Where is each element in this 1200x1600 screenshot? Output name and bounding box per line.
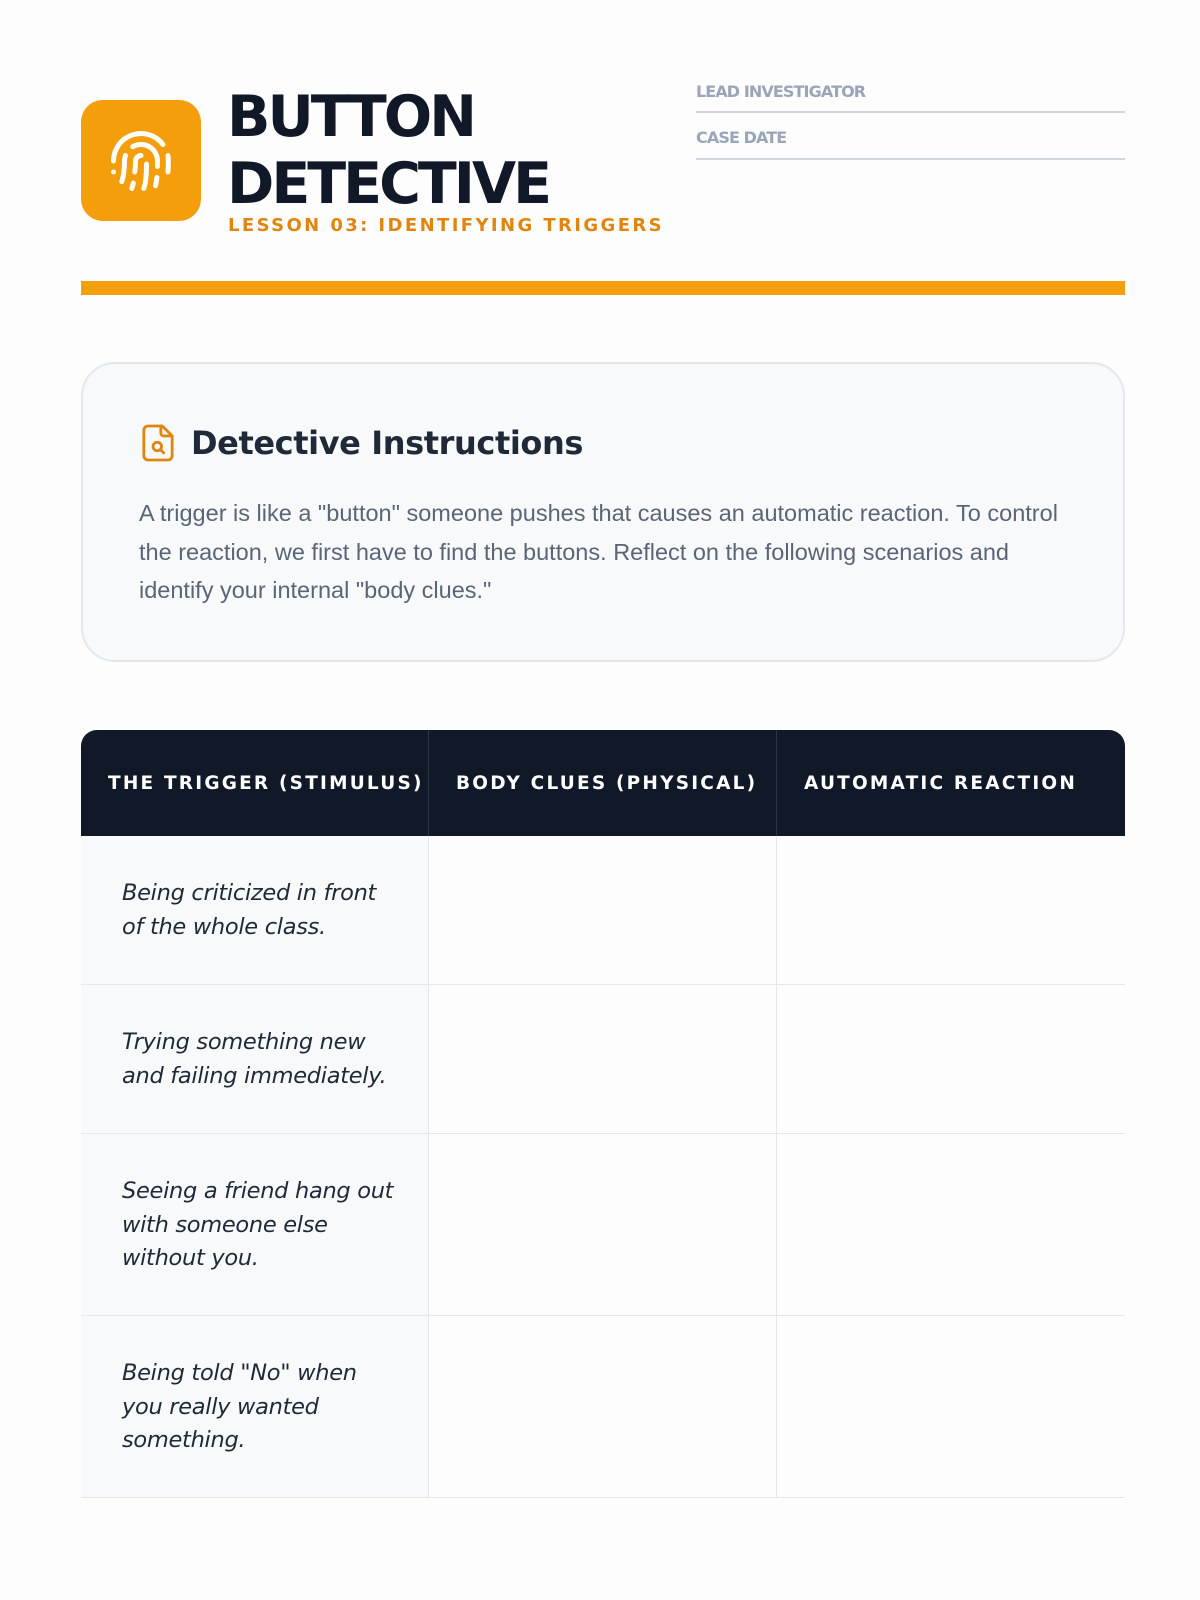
fingerprint-icon bbox=[108, 128, 174, 194]
instructions-body: A trigger is like a "button" someone pushes that causes an automatic reaction. To control the reaction, we first have to find the buttons. Reflect on the following scenarios and identify your internal "body clues." bbox=[139, 500, 1058, 603]
lesson-subtitle: LESSON 03: IDENTIFYING TRIGGERS bbox=[228, 215, 665, 236]
trigger-cell: Being criticized in front of the whole class. bbox=[81, 836, 429, 985]
worksheet-header bbox=[81, 0, 1125, 296]
worksheet-page bbox=[81, 0, 1125, 1600]
body-clues-cell[interactable] bbox=[429, 985, 777, 1134]
reaction-cell[interactable] bbox=[777, 1134, 1125, 1316]
title-line-1: BUTTON bbox=[227, 84, 474, 150]
reaction-cell[interactable] bbox=[777, 985, 1125, 1134]
trigger-cell: Being told "No" when you really wanted something. bbox=[81, 1316, 429, 1498]
lead-investigator-label: LEAD INVESTIGATOR bbox=[696, 82, 866, 101]
reaction-cell[interactable] bbox=[777, 1316, 1125, 1498]
case-date-label: CASE DATE bbox=[696, 128, 787, 147]
header-automatic-reaction: AUTOMATIC REACTION bbox=[777, 730, 1125, 836]
page-title bbox=[227, 84, 627, 218]
header-body-clues: BODY CLUES (PHYSICAL) bbox=[429, 730, 777, 836]
trigger-cell: Seeing a friend hang out with someone else without you. bbox=[81, 1134, 429, 1316]
table-header-row bbox=[81, 730, 1125, 836]
instructions-heading-row bbox=[141, 424, 583, 462]
trigger-table bbox=[81, 730, 1125, 1498]
header-trigger: THE TRIGGER (STIMULUS) bbox=[81, 730, 429, 836]
case-meta-fields bbox=[696, 80, 1125, 160]
case-date-field[interactable] bbox=[696, 113, 1125, 160]
document-search-icon bbox=[141, 424, 175, 462]
logo-badge bbox=[81, 100, 201, 221]
table-row bbox=[81, 1316, 1125, 1498]
table-row bbox=[81, 1134, 1125, 1316]
lead-investigator-field[interactable] bbox=[696, 80, 1125, 113]
instructions-heading: Detective Instructions bbox=[191, 424, 584, 462]
table-row bbox=[81, 836, 1125, 985]
title-line-2: DETECTIVE bbox=[227, 151, 550, 217]
reaction-cell[interactable] bbox=[777, 836, 1125, 985]
body-clues-cell[interactable] bbox=[429, 1134, 777, 1316]
body-clues-cell[interactable] bbox=[429, 836, 777, 985]
instructions-card bbox=[81, 362, 1125, 662]
body-clues-cell[interactable] bbox=[429, 1316, 777, 1498]
table-row bbox=[81, 985, 1125, 1134]
trigger-cell: Trying something new and failing immediately. bbox=[81, 985, 429, 1134]
header-divider bbox=[81, 281, 1125, 295]
